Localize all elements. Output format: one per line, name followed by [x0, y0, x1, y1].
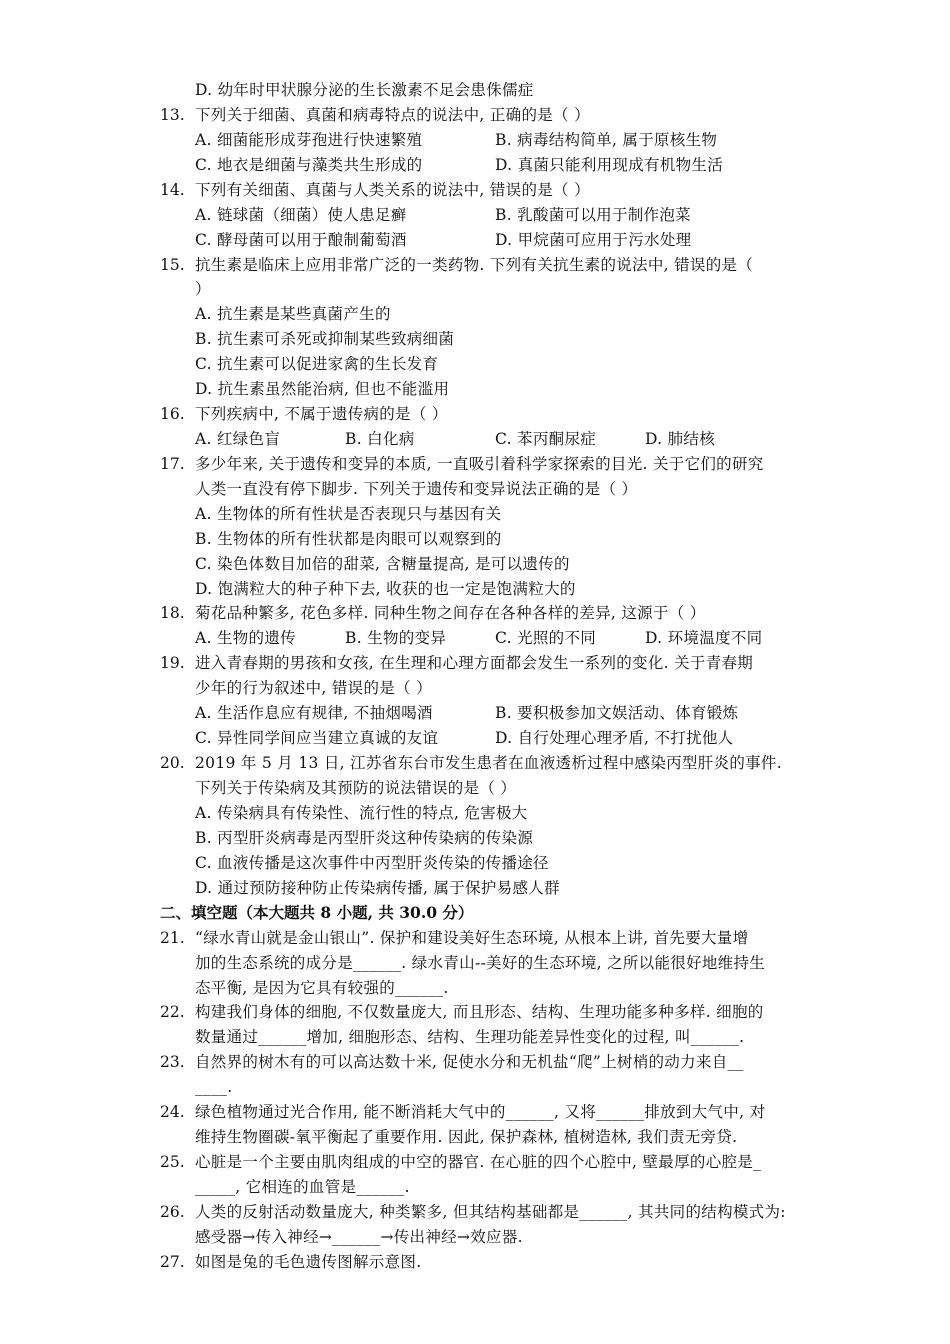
- section-title: 二、填空题（本大题共 8 小题, 共 30.0 分）: [160, 903, 474, 922]
- text-line: D. 甲烷菌可应用于污水处理: [495, 231, 692, 249]
- text-line: B. 生物体的所有性状都是肉眼可以观察到的: [195, 530, 502, 548]
- text-line: 构建我们身体的细胞, 不仅数量庞大, 而且形态、结构、生理功能多种多样. 细胞的: [195, 1003, 764, 1021]
- text-line: A. 细菌能形成芽孢进行快速繁殖: [195, 131, 423, 149]
- question-number: 18.: [160, 604, 185, 622]
- text-line: ____.: [195, 1078, 233, 1096]
- text-line: A. 红绿色盲: [195, 430, 281, 448]
- text-line: B. 病毒结构简单, 属于原核生物: [495, 131, 718, 149]
- question-number: 17.: [160, 455, 185, 473]
- question-number: 21.: [160, 929, 185, 947]
- text-line: 数量通过______增加, 细胞形态、结构、生理功能差异性变化的过程, 叫______.: [195, 1028, 745, 1046]
- text-line: D. 抗生素虽然能治病, 但也不能滥用: [195, 380, 450, 398]
- text-line: “绿水青山就是金山银山”. 保护和建设美好生态环境, 从根本上讲, 首先要大量增: [195, 929, 749, 947]
- text-line: 心脏是一个主要由肌肉组成的中空的器官. 在心脏的四个心腔中, 壁最厚的心腔是_: [195, 1153, 762, 1171]
- text-line: D. 幼年时甲状腺分泌的生长激素不足会患侏儒症: [195, 81, 534, 99]
- text-line: B. 抗生素可杀死或抑制某些致病细菌: [195, 330, 455, 348]
- text-line: C. 抗生素可以促进家禽的生长发育: [195, 355, 439, 373]
- question-number: 14.: [160, 181, 185, 199]
- question-number: 25.: [160, 1153, 185, 1171]
- text-line: 加的生态系统的成分是______. 绿水青山--美好的生态环境, 之所以能很好地维持生: [195, 954, 766, 972]
- text-line: B. 白化病: [345, 430, 415, 448]
- text-line: B. 生物的变异: [345, 629, 447, 647]
- text-line: A. 生活作息应有规律, 不抽烟喝酒: [195, 704, 433, 722]
- text-line: 自然界的树木有的可以高达数十米, 促使水分和无机盐“爬”上树梢的动力来自__: [195, 1053, 744, 1071]
- text-line: C. 异性同学间应当建立真诚的友谊: [195, 729, 439, 747]
- text-line: A. 传染病具有传染性、流行性的特点, 危害极大: [195, 804, 528, 822]
- text-line: B. 丙型肝炎病毒是丙型肝炎这种传染病的传染源: [195, 829, 534, 847]
- text-line: D. 通过预防接种防止传染病传播, 属于保护易感人群: [195, 879, 560, 897]
- question-number: 23.: [160, 1053, 185, 1071]
- text-line: 绿色植物通过光合作用, 能不断消耗大气中的______, 又将______排放到大气中, 对: [195, 1103, 766, 1121]
- text-line: 人类一直没有停下脚步. 下列关于遗传和变异说法正确的是（ ）: [195, 480, 638, 498]
- text-line: A. 链球菌（细菌）使人患足癣: [195, 206, 407, 224]
- text-line: A. 抗生素是某些真菌产生的: [195, 305, 391, 323]
- text-line: B. 乳酸菌可以用于制作泡菜: [495, 206, 691, 224]
- text-line: C. 苯丙酮尿症: [495, 430, 597, 448]
- text-line: 下列疾病中, 不属于遗传病的是（ ）: [195, 405, 448, 423]
- text-line: B. 要积极参加文娱活动、体育锻炼: [495, 704, 739, 722]
- text-line: D. 饱满粒大的种子种下去, 收获的也一定是饱满粒大的: [195, 580, 576, 598]
- text-line: D. 真菌只能利用现成有机物生活: [495, 156, 724, 174]
- text-line: 感受器→传入神经→______→传出神经→效应器.: [195, 1228, 523, 1246]
- question-number: 20.: [160, 754, 185, 772]
- text-line: ）: [195, 280, 211, 298]
- text-line: 人类的反射活动数量庞大, 种类繁多, 但其结构基础都是______, 其共同的结构模式为:: [195, 1203, 786, 1221]
- question-number: 24.: [160, 1103, 185, 1121]
- text-line: C. 酵母菌可以用于酿制葡萄酒: [195, 231, 407, 249]
- text-line: A. 生物的遗传: [195, 629, 296, 647]
- text-line: 2019 年 5 月 13 日, 江苏省东台市发生患者在血液透析过程中感染丙型肝炎的事件.: [195, 754, 782, 772]
- question-number: 19.: [160, 654, 185, 672]
- question-number: 22.: [160, 1003, 185, 1021]
- text-line: 抗生素是临床上应用非常广泛的一类药物. 下列有关抗生素的说法中, 错误的是（: [195, 256, 754, 274]
- question-number: 15.: [160, 256, 185, 274]
- question-number: 27.: [160, 1253, 185, 1271]
- text-line: 维持生物圈碳-氧平衡起了重要作用. 因此, 保护森林, 植树造林, 我们责无旁贷.: [195, 1128, 738, 1146]
- text-line: 进入青春期的男孩和女孩, 在生理和心理方面都会发生一系列的变化. 关于青春期: [195, 654, 754, 672]
- text-line: C. 光照的不同: [495, 629, 597, 647]
- text-line: 下列有关细菌、真菌与人类关系的说法中, 错误的是（ ）: [195, 181, 590, 199]
- text-line: D. 自行处理心理矛盾, 不打扰他人: [495, 729, 734, 747]
- question-number: 16.: [160, 405, 185, 423]
- text-line: 态平衡, 是因为它具有较强的______.: [195, 979, 449, 997]
- text-line: 菊花品种繁多, 花色多样. 同种生物之间存在各种各样的差异, 这源于（ ）: [195, 604, 706, 622]
- text-line: C. 染色体数目加倍的甜菜, 含糖量提高, 是可以遗传的: [195, 555, 570, 573]
- question-number: 26.: [160, 1203, 185, 1221]
- text-line: D. 肺结核: [645, 430, 716, 448]
- text-line: C. 血液传播是这次事件中丙型肝炎传染的传播途径: [195, 854, 549, 872]
- text-line: 多少年来, 关于遗传和变异的本质, 一直吸引着科学家探索的目光. 关于它们的研究: [195, 455, 764, 473]
- text-line: A. 生物体的所有性状是否表现只与基因有关: [195, 505, 502, 523]
- text-line: _____, 它相连的血管是______.: [195, 1178, 410, 1196]
- text-line: 如图是兔的毛色遗传图解示意图.: [195, 1253, 422, 1271]
- text-line: C. 地衣是细菌与藻类共生形成的: [195, 156, 423, 174]
- text-line: D. 环境温度不同: [645, 629, 763, 647]
- text-line: 下列关于细菌、真菌和病毒特点的说法中, 正确的是（ ）: [195, 106, 590, 124]
- text-line: 少年的行为叙述中, 错误的是（ ）: [195, 679, 432, 697]
- text-line: 下列关于传染病及其预防的说法错误的是（ ）: [195, 779, 517, 797]
- question-number: 13.: [160, 106, 185, 124]
